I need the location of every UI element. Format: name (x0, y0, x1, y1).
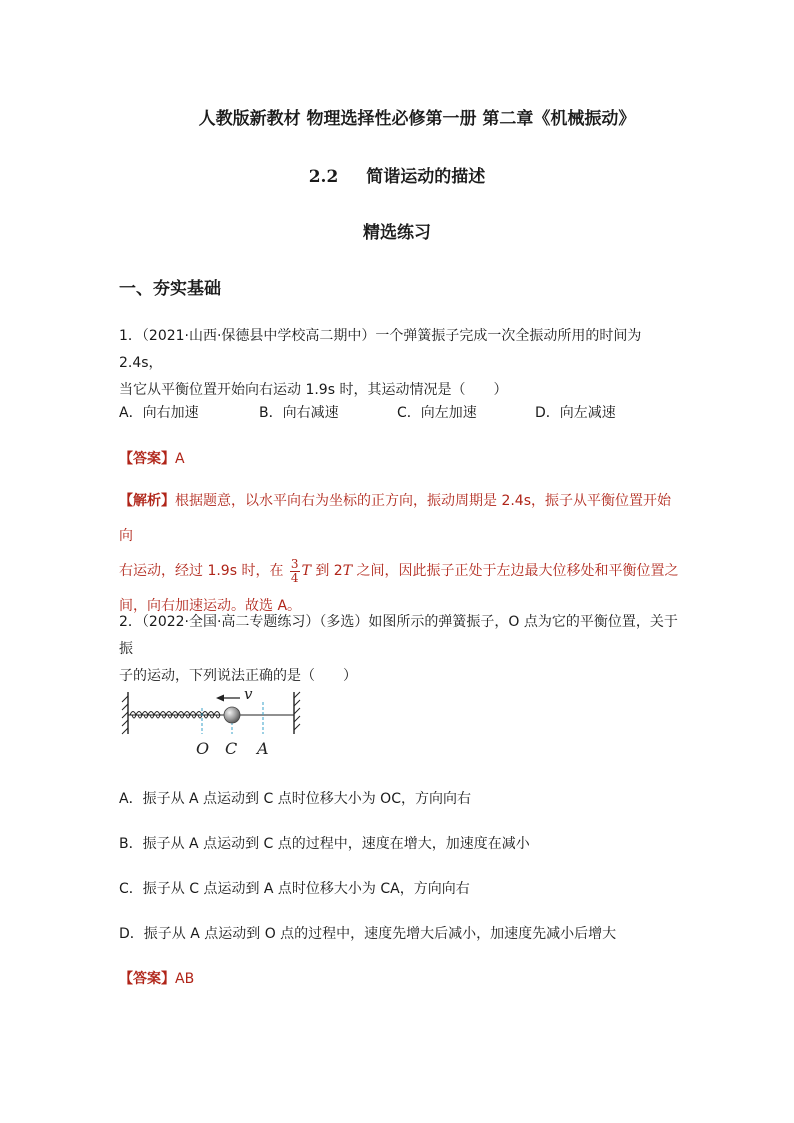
fraction: $\frac{3}{4}$ (290, 556, 299, 585)
analysis-label: 【解析】 (119, 493, 175, 509)
q2-option-c: C．振子从 C 点运动到 A 点时位移大小为 CA，方向向右 (119, 881, 470, 897)
document-title: 人教版新教材 物理选择性必修第一册 第二章《机械振动》 (198, 109, 636, 129)
right-wall-hatch (294, 692, 300, 730)
section-name: 简谐运动的描述 (366, 167, 486, 187)
q2-option-b: B．振子从 A 点运动到 C 点的过程中，速度在增大，加速度在减小 (119, 836, 530, 852)
question-2-answer (119, 968, 194, 988)
document-subtitle: 精选练习 (363, 223, 431, 243)
section-number: 2.2 (308, 167, 339, 187)
left-wall-hatch (122, 696, 128, 734)
point-a-label: A (257, 739, 269, 758)
answer-label: 【答案】 (119, 971, 175, 987)
answer-label: 【答案】 (119, 451, 175, 467)
question-1-analysis (119, 484, 679, 624)
q1-option-a: A．向右加速 (119, 405, 199, 421)
answer-value: A (175, 451, 185, 467)
question-2-line-1: 2．（2022·全国·高二专题练习）（多选）如图所示的弹簧振子，O 点为它的平衡位置，关于振 (119, 614, 678, 657)
question-2-line-2: 子的运动，下列说法正确的是（ ） (119, 668, 357, 684)
q1-option-b: B．向右减速 (259, 405, 339, 421)
point-c-label: C (225, 739, 238, 758)
q2-option-d: D．振子从 A 点运动到 O 点的过程中，速度先增大后减小，加速度先减小后增大 (119, 926, 617, 942)
spring-oscillator-figure (120, 684, 310, 764)
point-o-label: O (196, 739, 210, 758)
oscillator-ball (224, 707, 240, 723)
q1-option-d: D．向左减速 (535, 405, 616, 421)
q2-option-a: A．振子从 A 点运动到 C 点时位移大小为 OC，方向向右 (119, 791, 471, 807)
analysis-line-3: 间，向右加速运动。故选 A。 (119, 598, 302, 614)
part-heading: 一、夯实基础 (119, 279, 221, 299)
question-1-stem (119, 323, 679, 404)
velocity-label: v (244, 685, 253, 703)
question-1-line-2: 当它从平衡位置开始向右运动 1.9s 时，其运动情况是（ ） (119, 382, 508, 398)
q1-option-c: C．向左加速 (397, 405, 477, 421)
analysis-line-2: 右运动，经过 1.9s 时，在 $\frac{3}{4}$ T 到 2T 之间，因此振子正处于左边最大位移处和平衡位置之 (119, 556, 679, 585)
section-title (0, 162, 794, 187)
question-2-stem (119, 609, 679, 690)
question-1-line-1: 1．（2021·山西·保德县中学校高二期中）一个弹簧振子完成一次全振动所用的时间为 2.4s， (119, 328, 642, 371)
velocity-arrowhead (216, 695, 224, 702)
question-1-options (119, 402, 679, 422)
answer-value: AB (175, 971, 195, 987)
analysis-line-1: 根据题意，以水平向右为坐标的正方向，振动周期是 2.4s，振子从平衡位置开始向 (119, 493, 672, 544)
question-1-answer (119, 448, 185, 468)
